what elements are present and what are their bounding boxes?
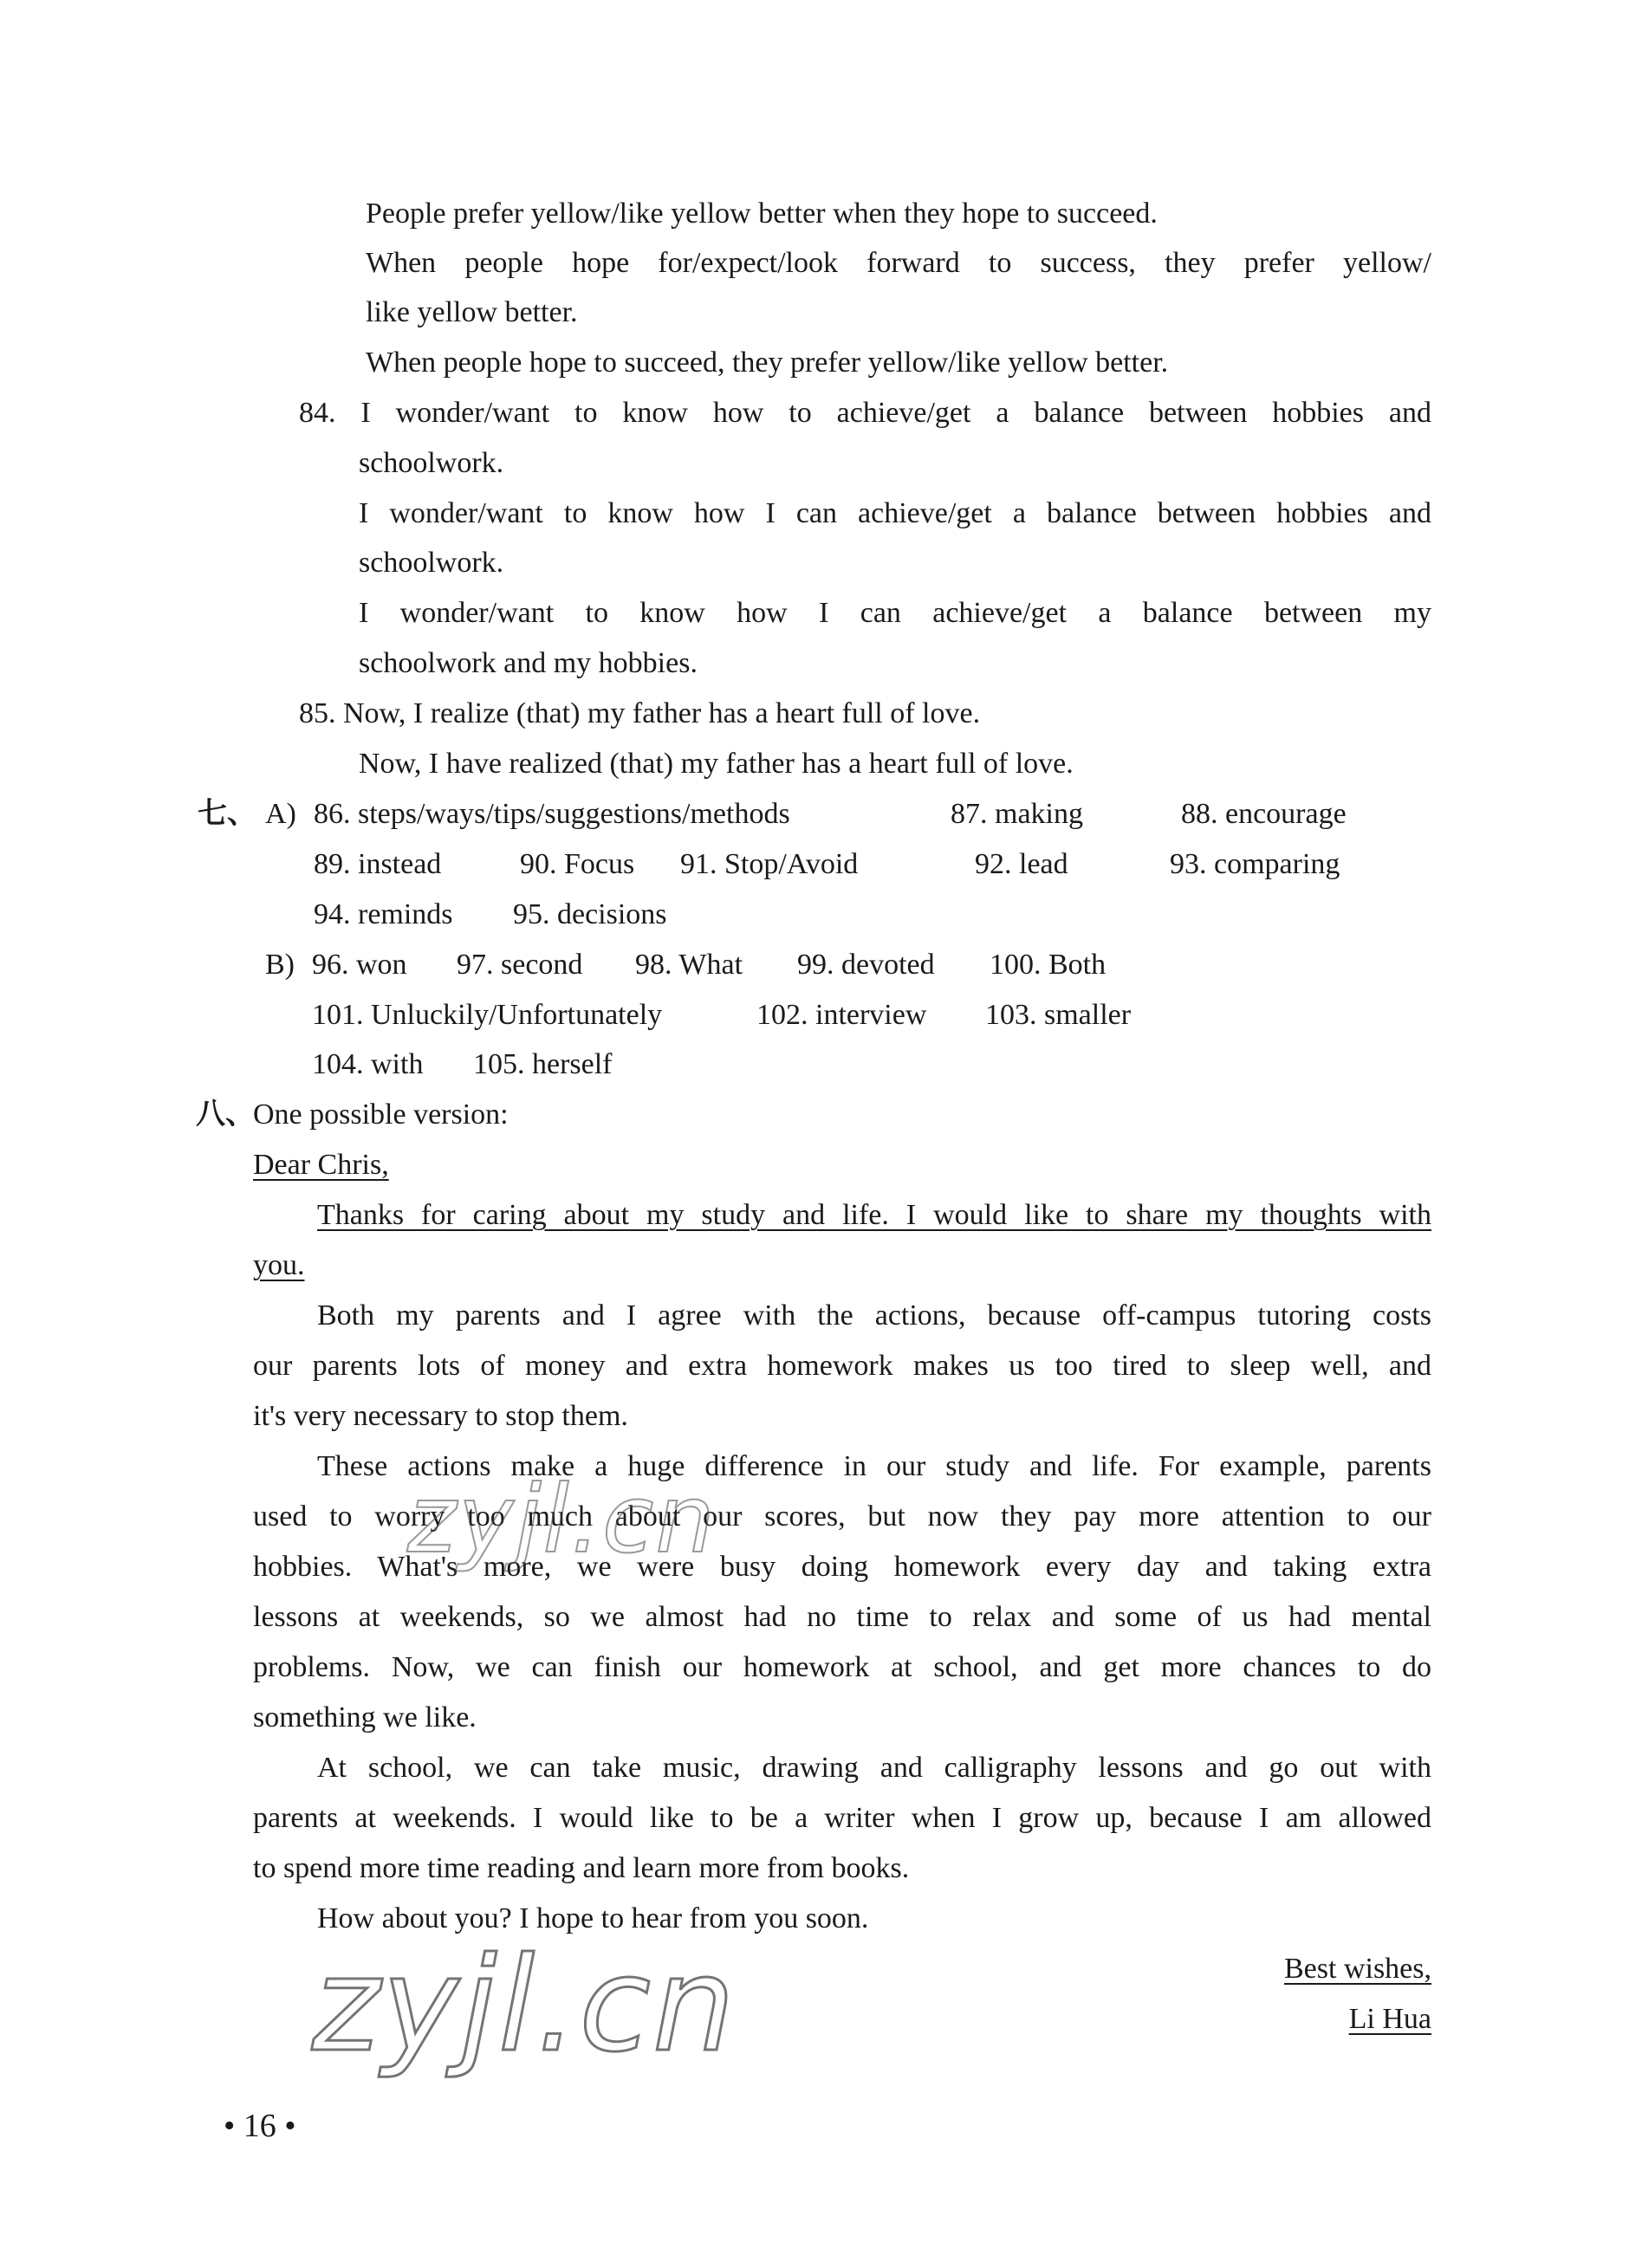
letter-opening-line-2: you. xyxy=(253,1249,305,1281)
answer-95: 95. decisions xyxy=(513,898,667,930)
answer-98: 98. What xyxy=(635,949,743,981)
section-8-intro: One possible version: xyxy=(253,1098,509,1131)
section-8-marker: 八、 xyxy=(196,1098,255,1131)
answer-87: 87. making xyxy=(951,798,1083,830)
answer-92: 92. lead xyxy=(975,848,1068,880)
answer-88: 88. encourage xyxy=(1181,798,1347,830)
answer-103: 103. smaller xyxy=(985,999,1132,1031)
watermark-middle: zyjl.cn xyxy=(407,1466,717,1574)
letter-opening-line-1: Thanks for caring about my study and life. I would like to share my thoughts with xyxy=(317,1199,1431,1231)
letter-para2-line-4: lessons at weekends, so we almost had no time to relax and some of us had mental xyxy=(253,1601,1431,1633)
answer-101: 101. Unluckily/Unfortunately xyxy=(312,999,663,1031)
letter-para3-line-1: At school, we can take music, drawing and calligraphy lessons and go out with xyxy=(317,1752,1431,1784)
letter-para2-line-1: These actions make a huge difference in our study and life. For example, parents xyxy=(317,1450,1431,1482)
answer-94: 94. reminds xyxy=(314,898,453,930)
answer-86: 86. steps/ways/tips/suggestions/methods xyxy=(314,798,790,830)
answer-97: 97. second xyxy=(457,949,583,981)
answer-99: 99. devoted xyxy=(797,949,935,981)
answer-83-line-2: When people hope for/expect/look forward to success, they prefer yellow/ xyxy=(366,247,1431,279)
section-7-marker: 七、 xyxy=(198,798,256,830)
answer-85-line-2: Now, I have realized (that) my father has a heart full of love. xyxy=(359,748,1074,780)
letter-para1-line-2: our parents lots of money and extra homework makes us too tired to sleep well, and xyxy=(253,1350,1431,1382)
page-number: • 16 • xyxy=(224,2108,296,2144)
answer-102: 102. interview xyxy=(756,999,927,1031)
section-7-part-a-label: A) xyxy=(265,798,296,830)
answer-85-line-1: 85. Now, I realize (that) my father has a heart full of love. xyxy=(299,697,981,729)
letter-signoff: Best wishes, xyxy=(1284,1953,1431,1985)
answer-93: 93. comparing xyxy=(1170,848,1340,880)
watermark-bottom: zyjl.cn xyxy=(312,1930,737,2081)
letter-closing-line: How about you? I hope to hear from you soon. xyxy=(317,1902,869,1934)
answer-83-line-4: When people hope to succeed, they prefer yellow/like yellow better. xyxy=(366,347,1169,379)
letter-para2-line-6: something we like. xyxy=(253,1701,477,1733)
answer-84-line-6: schoolwork and my hobbies. xyxy=(359,647,698,679)
letter-para2-line-3: hobbies. What's more, we were busy doing homework every day and taking extra xyxy=(253,1551,1431,1583)
letter-para3-line-2: parents at weekends. I would like to be a writer when I grow up, because I am allowed xyxy=(253,1802,1431,1834)
answer-89: 89. instead xyxy=(314,848,442,880)
answer-96: 96. won xyxy=(312,949,407,981)
answer-83-line-3: like yellow better. xyxy=(366,296,578,328)
answer-91: 91. Stop/Avoid xyxy=(680,848,859,880)
letter-para1-line-3: it's very necessary to stop them. xyxy=(253,1400,628,1432)
answer-84-line-4: schoolwork. xyxy=(359,547,504,579)
answer-104: 104. with xyxy=(312,1048,424,1080)
letter-para3-line-3: to spend more time reading and learn more from books. xyxy=(253,1852,910,1884)
letter-signature: Li Hua xyxy=(1348,2003,1431,2035)
section-7-part-b-label: B) xyxy=(265,949,295,981)
letter-para1-line-1: Both my parents and I agree with the actions, because off-campus tutoring costs xyxy=(317,1299,1431,1332)
letter-para2-line-5: problems. Now, we can finish our homework at school, and get more chances to do xyxy=(253,1651,1431,1683)
answer-100: 100. Both xyxy=(990,949,1107,981)
letter-para2-line-2: used to worry too much about our scores, but now they pay more attention to our xyxy=(253,1500,1431,1533)
answer-84-line-2: schoolwork. xyxy=(359,447,504,479)
answer-90: 90. Focus xyxy=(520,848,635,880)
answer-84-line-5: I wonder/want to know how I can achieve/get a balance between my xyxy=(359,597,1431,629)
answer-84-line-1: 84. I wonder/want to know how to achieve/get a balance between hobbies and xyxy=(299,397,1431,429)
answer-105: 105. herself xyxy=(473,1048,613,1080)
letter-greeting: Dear Chris, xyxy=(253,1149,389,1181)
answer-84-line-3: I wonder/want to know how I can achieve/get a balance between hobbies and xyxy=(359,497,1431,529)
answer-83-line-1: People prefer yellow/like yellow better when they hope to succeed. xyxy=(366,198,1158,230)
